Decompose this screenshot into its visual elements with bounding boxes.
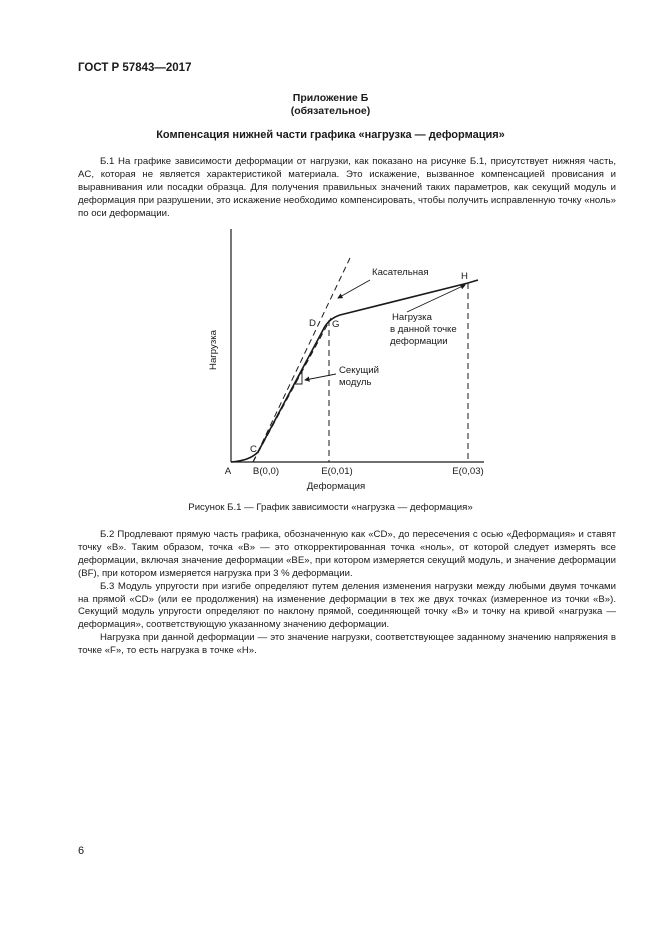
figure-caption: Рисунок Б.1 — График зависимости «нагрузка — деформация»: [188, 502, 473, 513]
load-label-3: деформации: [390, 336, 448, 347]
load-arrow: [407, 285, 465, 312]
page-number: 6: [78, 845, 85, 857]
paragraph-block-bottom: [78, 529, 616, 658]
point-d-label: D: [309, 318, 316, 329]
secant-triangle: [295, 370, 302, 384]
document-id: ГОСТ Р 57843—2017: [78, 62, 192, 74]
secant-label-2: модуль: [339, 377, 372, 388]
x-tick-a: A: [224, 466, 232, 477]
point-c-label: C: [250, 444, 257, 455]
x-axis-label: Деформация: [306, 481, 366, 492]
secant-label-1: Секущий: [339, 365, 379, 376]
load-label-1: Нагрузка: [392, 312, 432, 323]
secant-line: [253, 318, 331, 462]
tangent-line: [253, 258, 350, 462]
paragraph-load-definition: Нагрузка при данной деформации — это значение нагрузки, соответствующее заданному значению напряжения в точке «F», то есть нагрузка в точке «H».: [78, 632, 616, 657]
load-label-2: в данной точке: [390, 324, 457, 335]
paragraph-b1: Б.1 На графике зависимости деформации от нагрузки, как показано на рисунке Б.1, присутствует нижняя часть, AC, которая не является характеристикой материала. Это искажение, вызванное компенсацией провисания и выравнивания или посадки образца. Для получения правильных значений таких параметров, как секущий модуль и деформация при разрушении, это искажение необходимо компенсировать, чтобы получить исправленную точку «ноль» по оси деформации.: [78, 156, 616, 219]
appendix-title: Приложение Б: [292, 92, 369, 104]
tangent-label: Касательная: [372, 267, 429, 278]
tangent-arrow: [338, 280, 370, 298]
paragraph-b3: Б.3 Модуль упругости при изгибе определяют путем деления изменения нагрузки между любыми двумя точками на прямой «CD» (или ее продолжения) на изменение деформации в тех же двух точках (измеренное из точки «B»). Секущий модуль упругости определяют по наклону прямой, соединяющей точку «B» и точку на кривой «нагрузка — деформация», соответствующую указанному значению деформации.: [78, 580, 616, 631]
point-g-label: G: [332, 319, 340, 330]
y-axis-label: Нагрузка: [208, 330, 219, 370]
point-h-label: H: [461, 271, 468, 282]
x-tick-e001: E(0,01): [321, 466, 353, 477]
appendix-status: (обязательное): [290, 105, 371, 117]
paragraph-b2: Б.2 Продлевают прямую часть графика, обозначенную как «CD», до пересечения с осью «Деформация» и ставят точку «B». Таким образом, точка «B» — это откорректированная точка «ноль», от которой следует измерять все деформации, включая значение деформации «BE», при котором измеряется секущий модуль, и значение деформации (BF), при котором измеряется нагрузка при 3 % деформации.: [78, 529, 616, 579]
section-title: Компенсация нижней части графика «нагрузка — деформация»: [156, 129, 505, 141]
x-tick-e003: E(0,03): [452, 466, 484, 477]
secant-arrow: [305, 374, 336, 380]
x-tick-b: B(0,0): [252, 466, 280, 477]
